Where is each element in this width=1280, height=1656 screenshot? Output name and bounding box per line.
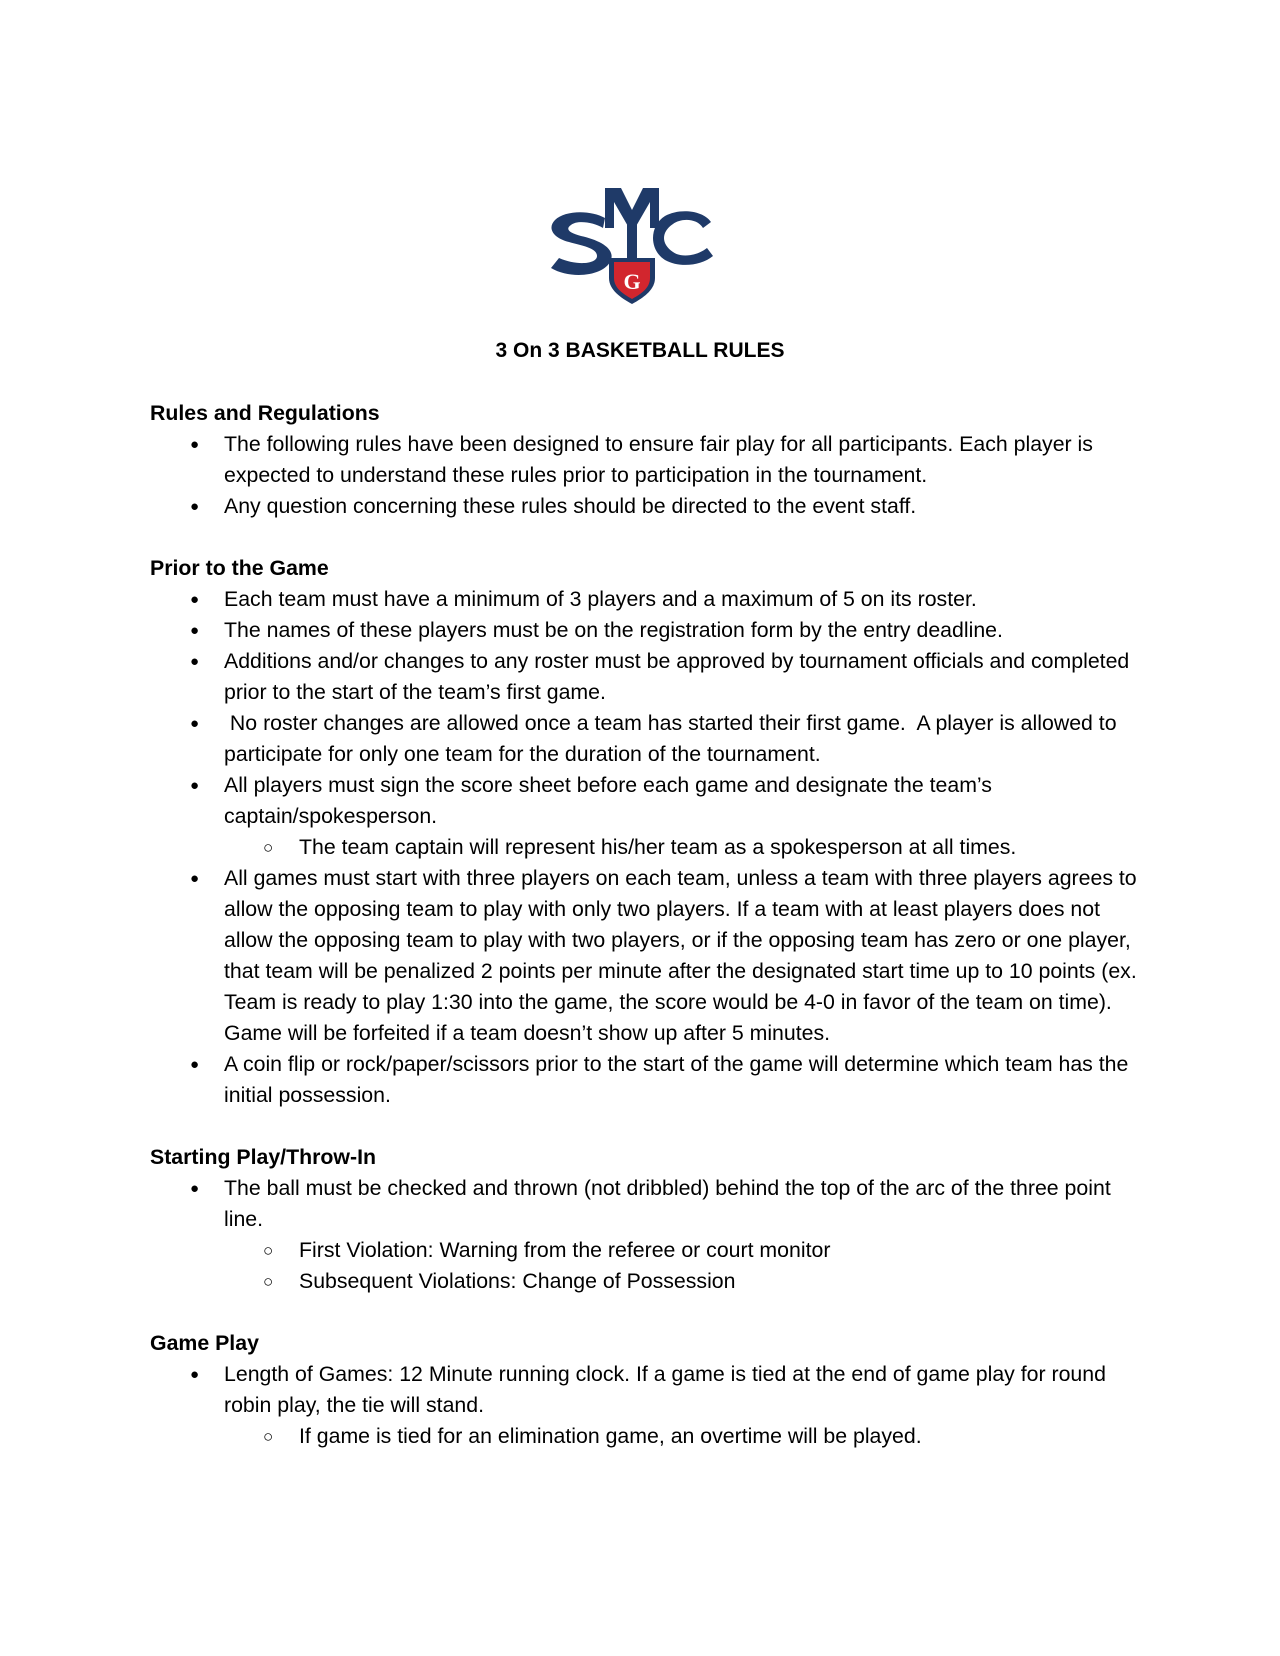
- list-item-text: All games must start with three players on each team, unless a team with three players agrees to allow the opposing team to play with only two players. If a team with at least players does not allow the opposing team to play with two players, or if the opposing team has zero or one player, that team will be penalized 2 points per minute after the designated start time up to 10 points (ex. Team is ready to play 1:30 into the game, the score would be 4-0 in favor of the team on time). Game will be forfeited if a team doesn’t show up after 5 minutes.: [224, 866, 1137, 1045]
- svg-text:G: G: [623, 269, 641, 294]
- list-item: [150, 429, 1150, 491]
- section-heading: Prior to the Game: [150, 556, 329, 580]
- list-item-text: Any question concerning these rules should be directed to the event staff.: [224, 494, 917, 518]
- list-item: [150, 770, 1150, 863]
- section-heading: Starting Play/Throw-In: [150, 1145, 376, 1169]
- smc-logo: [547, 188, 717, 304]
- sub-bullet-list: [224, 1235, 1150, 1297]
- section-starting-play: [150, 1142, 1150, 1297]
- bullet-icon: ●: [190, 591, 200, 608]
- sub-list-item-text: The team captain will represent his/her team as a spokesperson at all times.: [299, 835, 1017, 859]
- sub-list-item-text: If game is tied for an elimination game, an overtime will be played.: [299, 1424, 922, 1448]
- list-item-text: No roster changes are allowed once a team has started their first game. A player is allowed to participate for only one team for the duration of the tournament.: [224, 711, 1123, 766]
- sub-list-item-text: First Violation: Warning from the referee or court monitor: [299, 1238, 831, 1262]
- bullet-icon: ●: [190, 498, 200, 515]
- document-title: 3 On 3 BASKETBALL RULES: [495, 339, 785, 362]
- bullet-icon: ●: [190, 1056, 200, 1073]
- list-item: [150, 708, 1150, 770]
- sub-list-item-text: Subsequent Violations: Change of Possession: [299, 1269, 736, 1293]
- section-heading: Rules and Regulations: [150, 401, 380, 425]
- bullet-icon: ●: [190, 870, 200, 887]
- list-item-text: The names of these players must be on the registration form by the entry deadline.: [224, 618, 1003, 642]
- bullet-icon: ●: [190, 653, 200, 670]
- sub-bullet-list: [224, 832, 1150, 863]
- list-item-text: A coin flip or rock/paper/scissors prior to the start of the game will determine which team has the initial possession.: [224, 1052, 1129, 1107]
- bullet-list: [150, 1173, 1150, 1297]
- list-item: [150, 615, 1150, 646]
- list-item-text: All players must sign the score sheet before each game and designate the team’s captain/spokesperson.: [224, 773, 992, 828]
- circle-bullet-icon: ○: [263, 838, 274, 857]
- list-item-text: The following rules have been designed to ensure fair play for all participants. Each player is expected to understand these rules prior to participation in the tournament.: [224, 432, 1093, 487]
- sub-bullet-list: [224, 1421, 1150, 1452]
- bullet-icon: ●: [190, 436, 200, 453]
- bullet-list: [150, 429, 1150, 522]
- section-heading: Game Play: [150, 1331, 259, 1355]
- list-item: [150, 863, 1150, 1049]
- sub-list-item: [224, 832, 1150, 863]
- rules-content: [150, 398, 1150, 1483]
- circle-bullet-icon: ○: [263, 1241, 274, 1260]
- bullet-icon: ●: [190, 622, 200, 639]
- bullet-list: [150, 1359, 1150, 1452]
- sub-list-item: [224, 1421, 1150, 1452]
- circle-bullet-icon: ○: [263, 1272, 274, 1291]
- bullet-icon: ●: [190, 777, 200, 794]
- list-item-text: Additions and/or changes to any roster must be approved by tournament officials and completed prior to the start of the team’s first game.: [224, 649, 1130, 704]
- section-prior-to-the-game: [150, 553, 1150, 1111]
- section-rules-and-regulations: [150, 398, 1150, 522]
- list-item-text: Each team must have a minimum of 3 players and a maximum of 5 on its roster.: [224, 587, 977, 611]
- bullet-icon: ●: [190, 1366, 200, 1383]
- list-item: [150, 646, 1150, 708]
- section-game-play: [150, 1328, 1150, 1452]
- list-item: [150, 1359, 1150, 1452]
- smc-gaels-logo-icon: [547, 188, 717, 304]
- list-item: [150, 1173, 1150, 1297]
- list-item: [150, 491, 1150, 522]
- bullet-icon: ●: [190, 715, 200, 732]
- list-item: [150, 1049, 1150, 1111]
- list-item: [150, 584, 1150, 615]
- sub-list-item: [224, 1266, 1150, 1297]
- bullet-icon: ●: [190, 1180, 200, 1197]
- circle-bullet-icon: ○: [263, 1427, 274, 1446]
- bullet-list: [150, 584, 1150, 1111]
- list-item-text: The ball must be checked and thrown (not dribbled) behind the top of the arc of the three point line.: [224, 1176, 1111, 1231]
- list-item-text: Length of Games: 12 Minute running clock. If a game is tied at the end of game play for round robin play, the tie will stand.: [224, 1362, 1106, 1417]
- sub-list-item: [224, 1235, 1150, 1266]
